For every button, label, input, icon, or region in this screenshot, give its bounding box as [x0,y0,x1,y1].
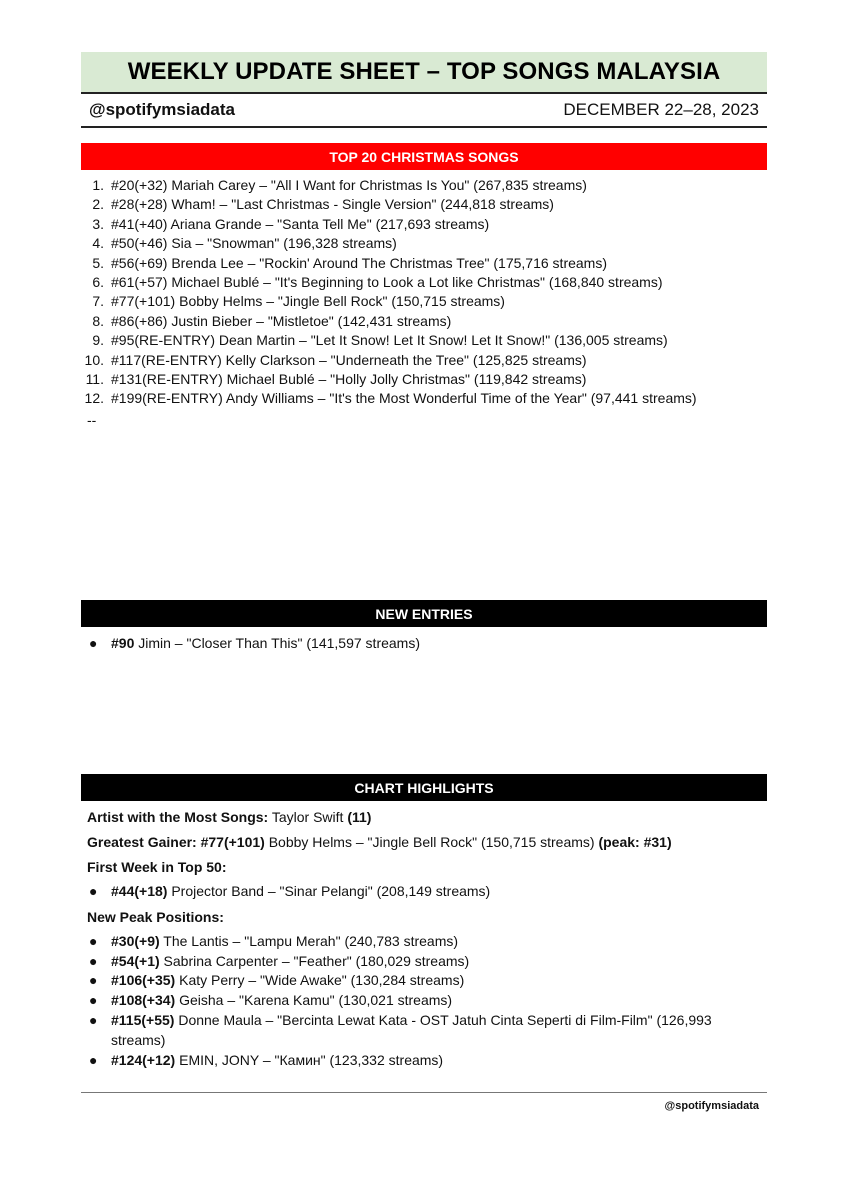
title-band [81,52,767,94]
chart-rank: #106(+35) [111,972,176,989]
christmas-heading-label: TOP 20 CHRISTMAS SONGS [329,148,519,165]
update-sheet [81,52,767,1112]
item-number: 1. [92,177,104,193]
christmas-song-item [81,292,767,311]
new-peak-item-body [111,932,767,952]
first-week-list [87,882,767,902]
new-peaks-label: New Peak Positions: [87,908,224,925]
bullet-icon: ● [89,1051,98,1068]
song-entry-text: Katy Perry – "Wide Awake" (130,284 streams) [175,972,465,989]
chart-rank: #124(+12) [111,1051,176,1068]
new-entry-item [81,634,767,654]
christmas-song-item [81,234,767,253]
greatest-gainer-rank: #77(+101) [196,834,265,850]
song-entry-text: #56(+69) Brenda Lee – "Rockin' Around The Christmas Tree" (175,716 streams) [111,254,608,271]
chart-rank: #44(+18) [111,883,168,899]
item-number: 8. [92,312,104,329]
chart-rank: #54(+1) [111,952,160,969]
item-number: 7. [92,293,104,310]
song-entry-text: #77(+101) Bobby Helms – "Jingle Bell Rock" (150,715 streams) [111,293,505,310]
christmas-song-item [81,273,767,292]
christmas-song-item [81,176,767,195]
new-peak-item-body [111,1051,767,1071]
date-range: DECEMBER 22–28, 2023 [563,100,759,119]
footer-handle: @spotifymsiadata [664,1100,759,1112]
new-peak-item-body [111,991,767,1011]
item-number: 3. [92,215,104,232]
most-songs-label: Artist with the Most Songs: [87,809,269,825]
page-title: WEEKLY UPDATE SHEET – TOP SONGS MALAYSIA [127,58,721,85]
chart-highlights [87,807,767,1075]
chart-rank: #30(+9) [111,932,160,949]
chart-rank: #90 [111,635,135,651]
song-entry-text: The Lantis – "Lampu Merah" (240,783 streams) [159,932,459,949]
christmas-section-heading [81,143,767,170]
author-handle: @spotifymsiadata [89,100,236,119]
bullet-icon: ● [89,635,98,651]
song-entry-text: #28(+28) Wham! – "Last Christmas - Single Version" (244,818 streams) [111,196,554,213]
new-entries-heading [81,600,767,627]
new-peak-item-body [111,971,767,991]
item-number: 6. [92,273,104,290]
first-week-item [87,882,767,902]
new-peak-item [87,952,767,972]
item-number: 2. [92,196,104,213]
most-songs-count: (11) [347,809,372,825]
item-number: 10. [84,351,104,368]
song-entry-text: #199(RE-ENTRY) Andy Williams – "It's the Most Wonderful Time of the Year" (97,441 streams) [111,390,697,407]
first-week-label: First Week in Top 50: [87,859,227,875]
bullet-icon: ● [89,972,98,989]
bullet-icon: ● [89,1011,98,1028]
new-peak-item [87,932,767,952]
new-entries-list [81,634,767,654]
bullet-icon: ● [89,992,98,1009]
christmas-song-item [81,312,767,331]
new-entry-item-body [111,634,767,654]
bullet-icon: ● [89,952,98,969]
first-week-item-body [111,882,767,902]
chart-highlights-heading-label: CHART HIGHLIGHTS [354,779,494,796]
item-number: 5. [92,254,104,271]
chart-rank: #108(+34) [111,992,176,1009]
christmas-song-item [81,195,767,214]
bullet-icon: ● [89,932,98,949]
christmas-song-item [81,215,767,234]
new-peaks-list [87,932,767,1071]
song-entry-text: #86(+86) Justin Bieber – "Mistletoe" (142,431 streams) [111,312,452,329]
christmas-song-item [81,389,767,408]
new-peak-item-body [111,1011,767,1051]
greatest-gainer-text: Bobby Helms – "Jingle Bell Rock" (150,715 streams) [264,834,599,850]
chart-highlights-heading [81,774,767,801]
song-entry-text: #95(RE-ENTRY) Dean Martin – "Let It Snow! Let It Snow! Let It Snow!" (136,005 streams) [111,332,668,349]
greatest-gainer-line [87,832,767,852]
bullet-icon: ● [89,883,98,899]
new-peak-item-body [111,952,767,972]
song-entry-text: #20(+32) Mariah Carey – "All I Want for Christmas Is You" (267,835 streams) [111,177,587,193]
song-entry-text: #131(RE-ENTRY) Michael Bublé – "Holly Jolly Christmas" (119,842 streams) [111,370,587,387]
new-peaks-label-line [87,907,767,927]
most-songs-line [87,807,767,827]
song-entry-text: #61(+57) Michael Bublé – "It's Beginning to Look a Lot like Christmas" (168,840 streams) [111,273,663,290]
song-entry-text: Sabrina Carpenter – "Feather" (180,029 streams) [159,952,470,969]
song-entry-text: Geisha – "Karena Kamu" (130,021 streams) [175,992,453,1009]
footer-divider [81,1092,767,1093]
christmas-list-trailer: -- [87,412,97,428]
song-entry-text: Jimin – "Closer Than This" (141,597 streams) [134,635,421,651]
song-entry-text: #41(+40) Ariana Grande – "Santa Tell Me" (217,693 streams) [111,215,490,232]
item-number: 11. [85,370,104,387]
song-entry-text: Donne Maula – "Bercinta Lewat Kata - OST Jatuh Cinta Seperti di Film-Film" (126,993 streams) [111,1011,712,1048]
most-songs-artist: Taylor Swift [268,809,348,825]
song-entry-text: #117(RE-ENTRY) Kelly Clarkson – "Underneath the Tree" (125,825 streams) [111,351,587,368]
chart-rank: #115(+55) [111,1011,175,1028]
new-peak-item [87,1011,767,1051]
song-entry-text: EMIN, JONY – "Камин" (123,332 streams) [175,1051,444,1068]
greatest-gainer-peak: (peak: #31) [598,834,672,850]
christmas-song-item [81,351,767,370]
christmas-song-item [81,331,767,350]
christmas-song-item [81,370,767,389]
item-number: 9. [92,332,104,349]
greatest-gainer-label: Greatest Gainer: [87,834,197,850]
item-number: 4. [92,235,104,252]
new-peak-item [87,971,767,991]
christmas-song-list [81,176,767,409]
new-entries-heading-label: NEW ENTRIES [375,605,473,622]
new-peak-item [87,991,767,1011]
byline [81,94,767,128]
song-entry-text: #50(+46) Sia – "Snowman" (196,328 streams) [111,235,397,252]
item-number: 12. [84,390,104,407]
first-week-label-line [87,857,767,877]
new-peak-item [87,1051,767,1071]
christmas-song-item [81,254,767,273]
song-entry-text: Projector Band – "Sinar Pelangi" (208,149 streams) [167,883,491,899]
